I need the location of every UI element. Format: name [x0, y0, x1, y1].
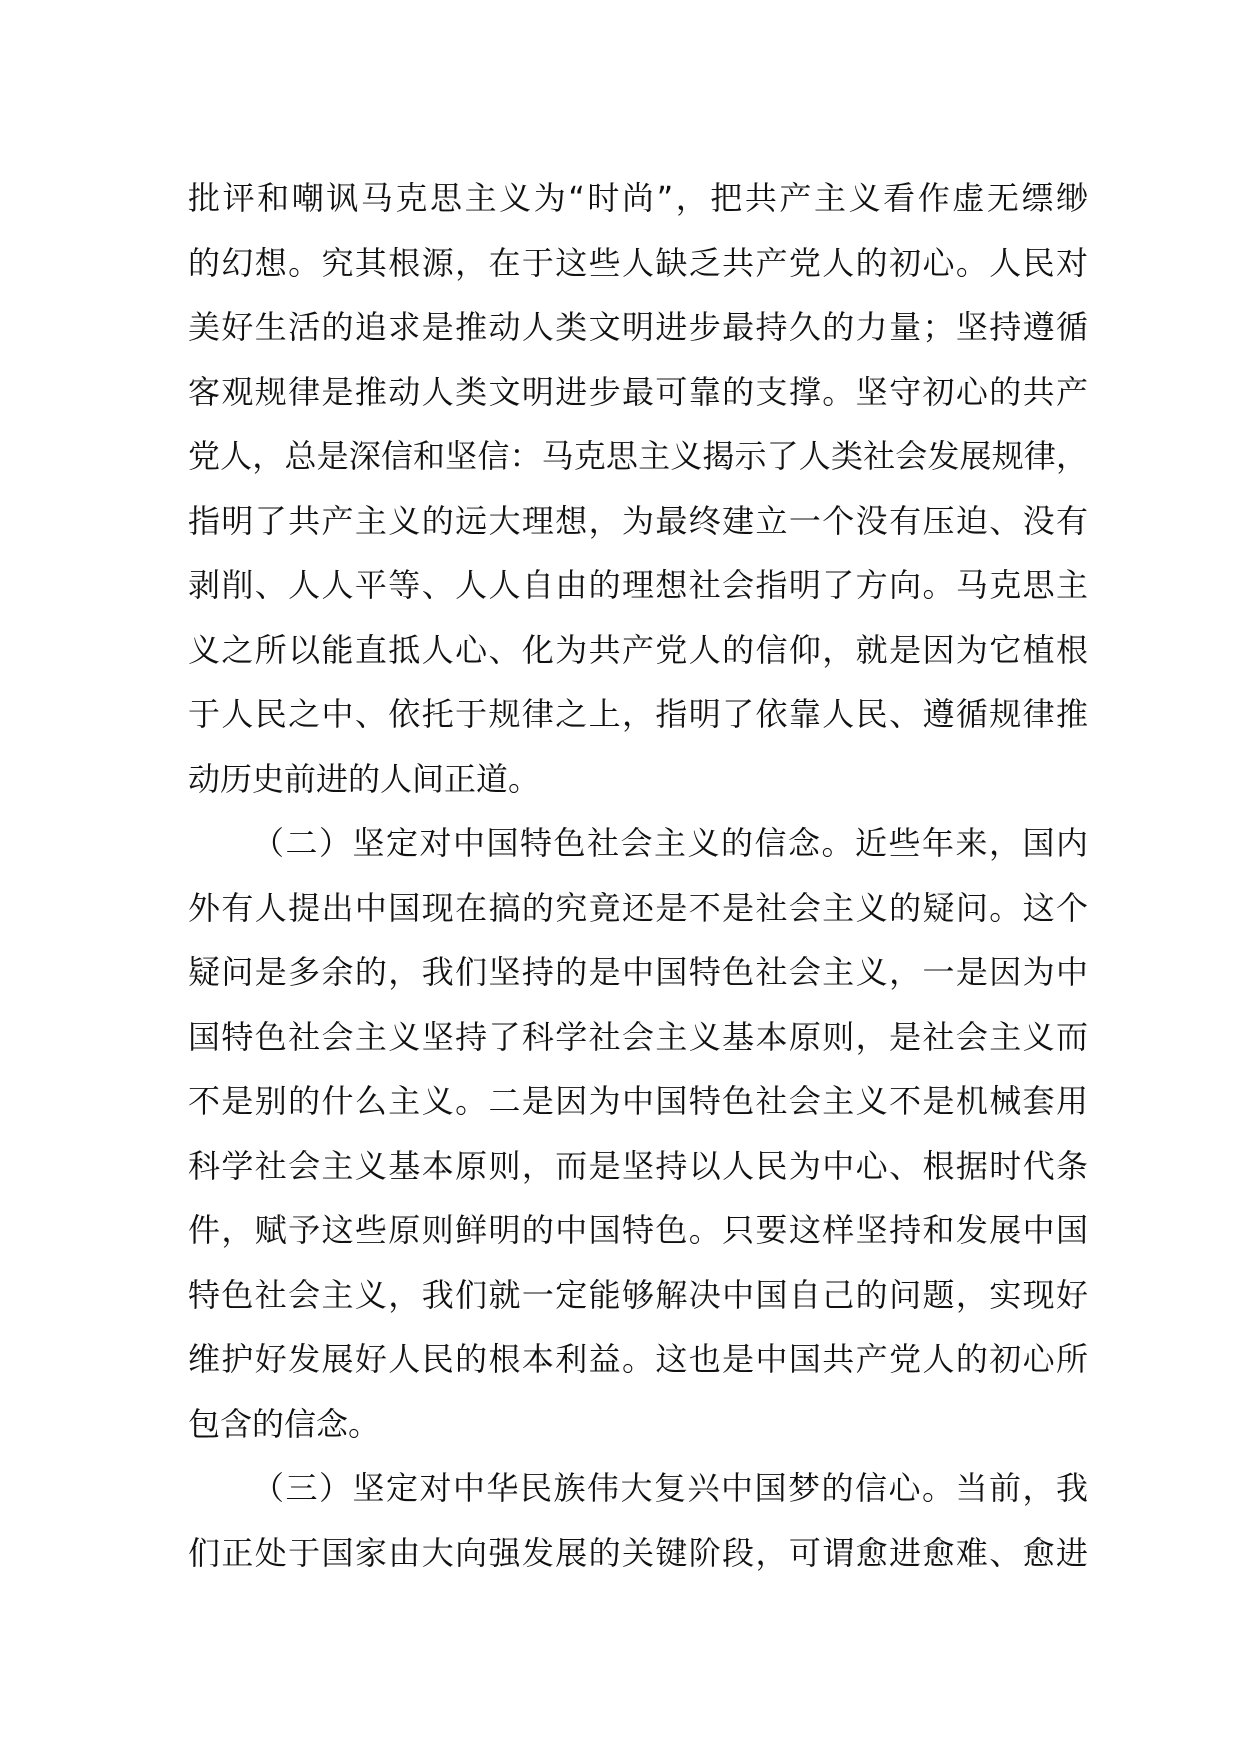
text-line: 件，赋予这些原则鲜明的中国特色。只要这样坚持和发展中国 [188, 1211, 1088, 1249]
text-line: 义之所以能直抵人心、化为共产党人的信仰，就是因为它植根 [188, 630, 1088, 669]
text-line: 国特色社会主义坚持了科学社会主义基本原则，是社会主义而 [188, 1017, 1088, 1056]
text-line: 们正处于国家由大向强发展的关键阶段，可谓愈进愈难、愈进 [188, 1533, 1088, 1572]
text-line: 外有人提出中国现在搞的究竟还是不是社会主义的疑问。这个 [188, 888, 1088, 927]
text-line: 动历史前进的人间正道。 [188, 759, 541, 798]
text-line: 剥削、人人平等、人人自由的理想社会指明了方向。马克思主 [188, 566, 1088, 604]
text-line: 批评和嘲讽马克思主义为“时尚”，把共产主义看作虚无缥缈 [188, 179, 1088, 217]
text-line: 美好生活的追求是推动人类文明进步最持久的力量；坚持遵循 [188, 308, 1088, 346]
text-line: 维护好发展好人民的根本利益。这也是中国共产党人的初心所 [188, 1340, 1088, 1378]
text-line: 于人民之中、依托于规律之上，指明了依靠人民、遵循规律推 [188, 695, 1088, 733]
text-line: 党人，总是深信和坚信：马克思主义揭示了人类社会发展规律， [188, 437, 1088, 475]
body-text [188, 166, 1088, 1585]
text-line: 包含的信念。 [188, 1404, 381, 1443]
text-line: 科学社会主义基本原则，而是坚持以人民为中心、根据时代条 [188, 1146, 1088, 1185]
text-line: 客观规律是推动人类文明进步最可靠的支撑。坚守初心的共产 [188, 372, 1088, 411]
section-heading-line: （二）坚定对中国特色社会主义的信念。近些年来，国内 [252, 824, 1088, 862]
text-line: 疑问是多余的，我们坚持的是中国特色社会主义，一是因为中 [188, 953, 1088, 991]
section-heading-line: （三）坚定对中华民族伟大复兴中国梦的信心。当前，我 [252, 1469, 1088, 1507]
text-line: 指明了共产主义的远大理想，为最终建立一个没有压迫、没有 [188, 501, 1088, 540]
text-line: 特色社会主义，我们就一定能够解决中国自己的问题，实现好 [188, 1275, 1088, 1314]
text-line: 的幻想。究其根源，在于这些人缺乏共产党人的初心。人民对 [188, 243, 1088, 282]
text-line: 不是别的什么主义。二是因为中国特色社会主义不是机械套用 [188, 1082, 1088, 1120]
